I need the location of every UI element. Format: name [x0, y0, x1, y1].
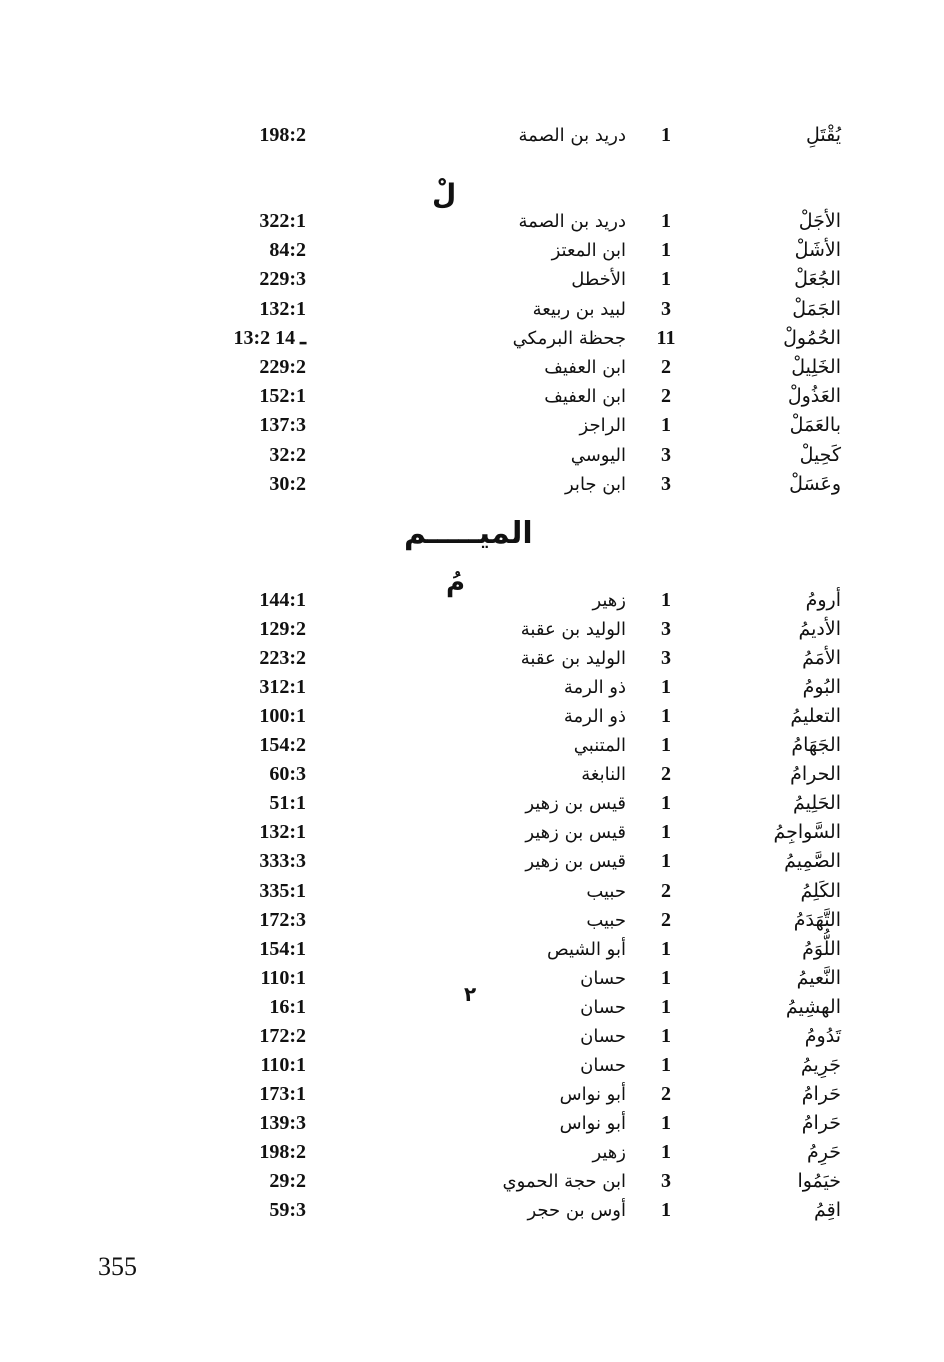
volume-page-ref: 335:1 [259, 879, 306, 902]
poet-name: ابن المعتز [551, 240, 626, 262]
index-entry-row [0, 1080, 944, 1109]
volume-page-ref: 51:1 [269, 792, 306, 815]
verse-count: 1 [661, 589, 671, 611]
index-entry-row [0, 207, 944, 236]
verse-count: 1 [661, 792, 671, 815]
volume-page-ref: 13:2 ـ 14 [233, 326, 306, 349]
rhyme-word: الأديمُ [798, 618, 841, 641]
poet-name: ابن العفيف [544, 357, 626, 378]
poet-name: جحظة البرمكي [512, 327, 626, 349]
poet-name: ذو الرمة [563, 677, 626, 699]
rhyme-word: خيَمُوا [797, 1170, 841, 1192]
poet-name: دريد بن الصمة [518, 125, 626, 146]
index-entry-row [0, 877, 944, 906]
rhyme-word: حَرامُ [801, 1082, 841, 1105]
poet-name: النابغة [581, 764, 626, 786]
page-number: 355 [98, 1252, 137, 1281]
volume-page-ref: 198:2 [259, 124, 306, 146]
rhyme-word: العَذُولْ [787, 385, 841, 408]
poet-name: ابن جابر [565, 473, 626, 495]
index-entry-row [0, 935, 944, 964]
verse-count: 3 [661, 443, 671, 466]
verse-count: 2 [661, 879, 671, 902]
verse-count: 3 [661, 297, 671, 320]
volume-page-ref: 172:3 [259, 908, 306, 931]
poet-name: زهير [592, 590, 626, 611]
index-entry-row [0, 1109, 944, 1138]
index-entry-row [0, 906, 944, 935]
rhyme-word: الجَهَامُ [791, 734, 841, 757]
verse-count: 3 [661, 472, 671, 495]
poet-name: حسان [580, 1054, 626, 1076]
index-entry-row [0, 673, 944, 702]
verse-count: 1 [661, 937, 671, 960]
volume-page-ref: 154:1 [259, 937, 306, 960]
verse-count: 1 [661, 1111, 671, 1134]
verse-count: 2 [661, 908, 671, 931]
rhyme-word: الحُمُولْ [783, 326, 841, 349]
poet-name: ذو الرمة [563, 706, 626, 728]
index-entry-row [0, 411, 944, 440]
volume-page-ref: 100:1 [259, 705, 306, 728]
verse-count: 1 [661, 995, 671, 1018]
verse-count: 2 [661, 1082, 671, 1105]
poet-name: حسان [580, 967, 626, 989]
volume-page-ref: 144:1 [259, 589, 306, 611]
verse-count: 1 [661, 821, 671, 844]
volume-page-ref: 16:1 [269, 995, 306, 1018]
verse-count: 11 [656, 326, 676, 349]
poet-name: أبو الشيص [546, 938, 626, 960]
volume-page-ref: 132:1 [259, 297, 306, 320]
volume-page-ref: 110:1 [260, 966, 306, 989]
index-entry-row [0, 702, 944, 731]
verse-count: 1 [661, 1199, 671, 1222]
mim-letter-heading: مُ [446, 568, 466, 598]
verse-count: 1 [661, 734, 671, 757]
verse-count: 2 [661, 356, 671, 378]
rhyme-word: وعَسَلْ [789, 472, 841, 495]
index-entry-row [0, 470, 944, 499]
rhyme-word: الأمَمُ [802, 647, 841, 670]
index-entry-row [0, 789, 944, 818]
rhyme-word: تَدُومُ [804, 1024, 841, 1047]
volume-page-ref: 223:2 [259, 647, 306, 670]
poet-name: حبيب [586, 909, 626, 931]
verse-count: 3 [661, 1170, 671, 1192]
lam-letter-heading: لْ [432, 178, 457, 211]
index-entry-row [0, 353, 944, 382]
rhyme-word: يُقْتَلِ [805, 124, 841, 146]
rhyme-word: الكَلِمُ [800, 879, 841, 902]
volume-page-ref: 110:1 [260, 1053, 306, 1076]
poet-name: أوس بن حجر [527, 1200, 626, 1222]
volume-page-ref: 154:2 [259, 734, 306, 757]
index-entry-row [0, 265, 944, 294]
rhyme-word: حَرِمُ [807, 1140, 841, 1163]
index-entry-row [0, 1167, 944, 1196]
index-entry-row [0, 324, 944, 353]
verse-count: 1 [661, 124, 671, 146]
volume-page-ref: 60:3 [269, 763, 306, 786]
rhyme-word: البُومُ [802, 676, 841, 699]
poet-name: قيس بن زهير [525, 793, 626, 815]
poet-name: الوليد بن عقبة [520, 619, 626, 641]
index-entry-row [0, 295, 944, 324]
index-entry-row [0, 1051, 944, 1080]
volume-page-ref: 229:2 [259, 356, 306, 378]
rhyme-word: الأشَلْ [794, 239, 841, 262]
verse-count: 2 [661, 763, 671, 786]
verse-count: 1 [661, 268, 671, 291]
verse-count: 1 [661, 966, 671, 989]
rhyme-word: أرومُ [805, 589, 841, 611]
rhyme-word: اقِمُ [813, 1199, 841, 1222]
rhyme-word: السَّواجِمُ [773, 821, 841, 844]
volume-page-ref: 29:2 [269, 1170, 306, 1192]
rhyme-word: الجَمَلْ [792, 297, 841, 320]
poet-name: قيس بن زهير [525, 851, 626, 873]
rhyme-word: الحَلِيمُ [792, 792, 841, 815]
poet-name: زهير [592, 1141, 626, 1163]
poet-name: حبيب [586, 880, 626, 902]
rhyme-word: النَّعيمُ [796, 966, 841, 989]
index-entry-row [0, 121, 944, 150]
poet-name: دريد بن الصمة [518, 211, 626, 232]
verse-count: 2 [661, 385, 671, 408]
margin-mark: ٢ [464, 982, 477, 1006]
volume-page-ref: 173:1 [259, 1082, 306, 1105]
rhyme-word: الجُعَلْ [794, 268, 841, 291]
index-entry-row [0, 441, 944, 470]
volume-page-ref: 139:3 [259, 1111, 306, 1134]
index-entry-row [0, 760, 944, 789]
verse-count: 1 [661, 1024, 671, 1047]
volume-page-ref: 84:2 [269, 239, 306, 262]
rhyme-word: بالعَمَلْ [789, 414, 841, 437]
volume-page-ref: 129:2 [259, 618, 306, 641]
index-entry-row [0, 818, 944, 847]
index-entry-row [0, 1196, 944, 1225]
mim-section-title: الميـــــم [404, 516, 533, 551]
index-entry-row [0, 847, 944, 876]
rhyme-word: الحرامُ [790, 763, 841, 786]
rhyme-word: حَرامُ [801, 1111, 841, 1134]
verse-count: 1 [661, 1140, 671, 1163]
poet-name: أبو نواس [559, 1083, 626, 1105]
rhyme-word: التعليمُ [790, 705, 841, 728]
index-entry-row [0, 731, 944, 760]
volume-page-ref: 229:3 [259, 268, 306, 291]
index-entry-row [0, 615, 944, 644]
index-entry-row [0, 1138, 944, 1167]
rhyme-word: الصَّمِيمُ [784, 850, 841, 873]
index-entry-row [0, 382, 944, 411]
volume-page-ref: 333:3 [259, 850, 306, 873]
poet-name: ابن حجة الحموي [502, 1171, 626, 1192]
rhyme-word: كَحِيلْ [799, 443, 841, 466]
volume-page-ref: 172:2 [259, 1024, 306, 1047]
rhyme-word: الهشِيمُ [785, 995, 841, 1018]
rhyme-word: الأجَلْ [798, 210, 841, 232]
volume-page-ref: 30:2 [269, 472, 306, 495]
verse-count: 1 [661, 414, 671, 437]
poet-name: الراجز [579, 415, 626, 437]
verse-count: 3 [661, 647, 671, 670]
index-entry-row [0, 644, 944, 673]
volume-page-ref: 312:1 [259, 676, 306, 699]
poet-name: لبيد بن ربيعة [532, 298, 626, 320]
volume-page-ref: 322:1 [259, 210, 306, 232]
volume-page-ref: 137:3 [259, 414, 306, 437]
verse-count: 1 [661, 676, 671, 699]
volume-page-ref: 132:1 [259, 821, 306, 844]
index-entry-row [0, 236, 944, 265]
rhyme-word: التَّهَدَمُ [793, 908, 841, 931]
index-entry-row [0, 586, 944, 615]
poet-name: أبو نواس [559, 1112, 626, 1134]
volume-page-ref: 152:1 [259, 385, 306, 408]
verse-count: 1 [661, 705, 671, 728]
rhyme-word: الخَلِيلْ [791, 356, 841, 378]
verse-count: 1 [661, 239, 671, 262]
poet-name: قيس بن زهير [525, 822, 626, 844]
volume-page-ref: 198:2 [259, 1140, 306, 1163]
poet-name: الأخطل [571, 269, 626, 291]
rhyme-word: اللُّوَمُ [802, 937, 841, 960]
volume-page-ref: 59:3 [269, 1199, 306, 1222]
poet-name: المتنبي [573, 735, 626, 757]
poet-name: حسان [580, 1025, 626, 1047]
verse-count: 3 [661, 618, 671, 641]
poet-name: ابن العفيف [544, 386, 626, 408]
poet-name: حسان [580, 996, 626, 1018]
poet-name: اليوسي [570, 444, 626, 466]
verse-count: 1 [661, 850, 671, 873]
verse-count: 1 [661, 210, 671, 232]
poet-name: الوليد بن عقبة [520, 648, 626, 670]
rhyme-word: جَرِيمُ [800, 1053, 841, 1076]
verse-count: 1 [661, 1053, 671, 1076]
volume-page-ref: 32:2 [269, 443, 306, 466]
index-entry-row [0, 1022, 944, 1051]
